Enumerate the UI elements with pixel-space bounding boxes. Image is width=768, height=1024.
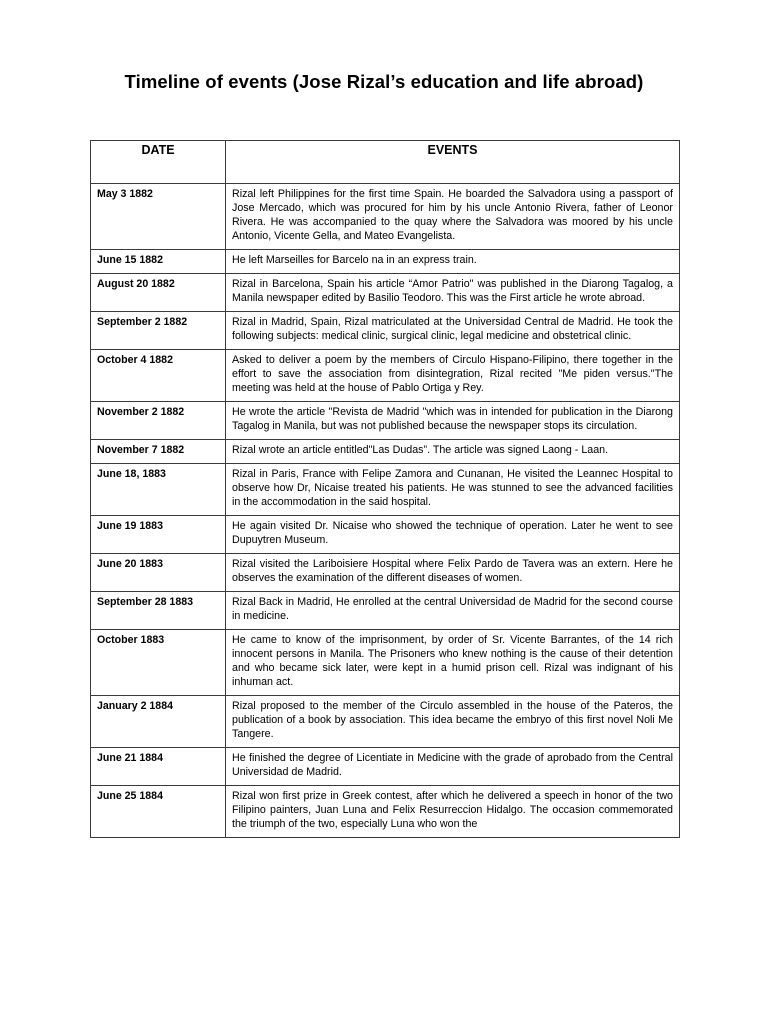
table-row — [91, 516, 680, 554]
timeline-table — [90, 140, 680, 838]
table-row — [91, 630, 680, 696]
row-date: June 18, 1883 — [91, 464, 226, 516]
row-date: June 25 1884 — [91, 786, 226, 838]
table-row — [91, 350, 680, 402]
row-event: Asked to deliver a poem by the members of Circulo Hispano-Filipino, there together in the effort to save the association from disintegration, Rizal recited "Me piden versus."The meeting was held at the house of Pablo Ortiga y Rey. — [226, 350, 680, 402]
row-event: He came to know of the imprisonment, by order of Sr. Vicente Barrantes, of the 14 rich innocent persons in Manila. The Prisoners who knew nothing is the cause of their detention and who became sick later, were kept in a humid prison cell. Rizal was indignant of his inhuman act. — [226, 630, 680, 696]
table-row — [91, 312, 680, 350]
table-row — [91, 592, 680, 630]
row-date: October 4 1882 — [91, 350, 226, 402]
date-column-header: DATE — [91, 141, 226, 184]
row-event: He finished the degree of Licentiate in Medicine with the grade of aprobado from the Central Universidad de Madrid. — [226, 748, 680, 786]
row-event: Rizal won first prize in Greek contest, after which he delivered a speech in honor of the two Filipino painters, Juan Luna and Felix Resurreccion Hidalgo. The occasion commemorated the triumph of the two, especially Luna who won the — [226, 786, 680, 838]
table-row — [91, 440, 680, 464]
row-event: He left Marseilles for Barcelo na in an express train. — [226, 250, 680, 274]
row-event: Rizal in Madrid, Spain, Rizal matriculated at the Universidad Central de Madrid. He took the following subjects: medical clinic, surgical clinic, legal medicine and obstetrical clinic. — [226, 312, 680, 350]
row-date: September 2 1882 — [91, 312, 226, 350]
events-column-header: EVENTS — [226, 141, 680, 184]
row-date: August 20 1882 — [91, 274, 226, 312]
page-title: Timeline of events (Jose Rizal’s education and life abroad) — [124, 71, 644, 92]
row-event: Rizal left Philippines for the first time Spain. He boarded the Salvadora using a passport of Jose Mercado, which was procured for him by his uncle Antonio Rivera, father of Leonor Rivera. He was accompanied to the quay where the Salvadora was moored by his uncle Antonio, Vicente Gella, and Mateo Evangelista. — [226, 184, 680, 250]
row-date: November 2 1882 — [91, 402, 226, 440]
row-date: June 21 1884 — [91, 748, 226, 786]
timeline-body — [91, 184, 680, 838]
row-event: Rizal in Barcelona, Spain his article “Amor Patrio" was published in the Diarong Tagalog, a Manila newspaper edited by Basilio Teodoro. This was the First article he wrote abroad. — [226, 274, 680, 312]
row-event: Rizal wrote an article entitled"Las Dudas”. The article was signed Laong - Laan. — [226, 440, 680, 464]
row-event: He again visited Dr. Nicaise who showed the technique of operation. Later he went to see Dupuytren Museum. — [226, 516, 680, 554]
table-row — [91, 402, 680, 440]
row-date: June 20 1883 — [91, 554, 226, 592]
row-date: November 7 1882 — [91, 440, 226, 464]
table-row — [91, 464, 680, 516]
table-header-row — [91, 141, 680, 184]
row-event: Rizal Back in Madrid, He enrolled at the central Universidad de Madrid for the second course in medicine. — [226, 592, 680, 630]
row-date: October 1883 — [91, 630, 226, 696]
table-row — [91, 786, 680, 838]
row-date: June 15 1882 — [91, 250, 226, 274]
table-row — [91, 748, 680, 786]
row-event: He wrote the article "Revista de Madrid "which was in intended for publication in the Diarong Tagalog in Manila, but was not published because the newspaper stops its circulation. — [226, 402, 680, 440]
table-row — [91, 696, 680, 748]
table-row — [91, 250, 680, 274]
table-row — [91, 274, 680, 312]
row-date: September 28 1883 — [91, 592, 226, 630]
table-row — [91, 184, 680, 250]
table-row — [91, 554, 680, 592]
row-event: Rizal visited the Lariboisiere Hospital where Felix Pardo de Tavera was an extern. Here he observes the examination of the different diseases of women. — [226, 554, 680, 592]
row-date: May 3 1882 — [91, 184, 226, 250]
row-event: Rizal proposed to the member of the Circulo assembled in the house of the Pateros, the publication of a book by association. This idea became the embryo of this first novel Noli Me Tangere. — [226, 696, 680, 748]
row-date: January 2 1884 — [91, 696, 226, 748]
row-date: June 19 1883 — [91, 516, 226, 554]
row-event: Rizal in Paris, France with Felipe Zamora and Cunanan, He visited the Leannec Hospital to observe how Dr, Nicaise treated his patients. He was stunned to see the advanced facilities in the accommodation in the said hospital. — [226, 464, 680, 516]
